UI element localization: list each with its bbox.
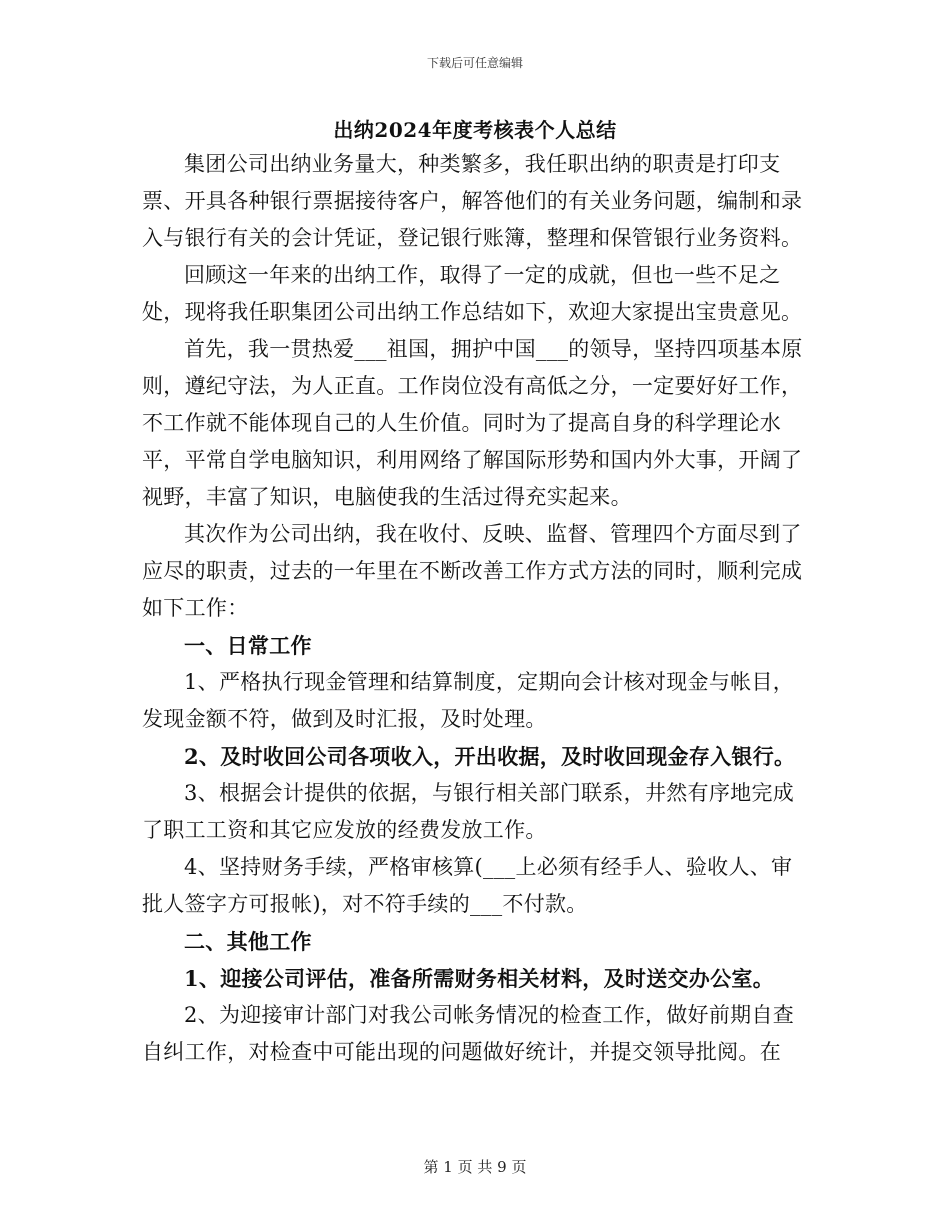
document-body <box>142 146 808 1071</box>
section-heading: 二、其他工作 <box>184 929 312 954</box>
paragraph: 1、迎接公司评估，准备所需财务相关材料，及时送交办公室。 <box>184 966 775 991</box>
paragraph: 2、及时收回公司各项收入，开出收据，及时收回现金存入银行。 <box>184 744 796 769</box>
document-title: 出纳2024年度考核表个人总结 <box>333 118 617 142</box>
paragraph: 集团公司出纳业务量大，种类繁多，我任职出纳的职责是打印支票、开具各种银行票据接待客户，解答他们的有关业务问题，编制和录入与银行有关的会计凭证，登记银行账簿，整理和保管银行业务资料。 <box>142 152 803 250</box>
paragraph: 2、为迎接审计部门对我公司帐务情况的检查工作，做好前期自查自纠工作，对检查中可能出现的问题做好统计，并提交领导批阅。在 <box>142 1003 795 1064</box>
page-footer: 第 1 页 共 9 页 <box>423 1158 527 1176</box>
paragraph: 1、严格执行现金管理和结算制度，定期向会计核对现金与帐目，发现金额不符，做到及时汇报，及时处理。 <box>142 670 795 731</box>
paragraph: 4、坚持财务手续，严格审核算(___上必须有经手人、验收人、审批人签字方可报帐)，对不符手续的___不付款。 <box>142 855 793 916</box>
paragraph: 回顾这一年来的出纳工作，取得了一定的成就，但也一些不足之处，现将我任职集团公司出纳工作总结如下，欢迎大家提出宝贵意见。 <box>142 263 803 324</box>
paragraph: 首先，我一贯热爱___祖国，拥护中国___的领导，坚持四项基本原则，遵纪守法，为人正直。工作岗位没有高低之分，一定要好好工作，不工作就不能体现自己的人生价值。同时为了提高自身的科学理论水平，平常自学电脑知识，利用网络了解国际形势和国内外大事，开阔了视野，丰富了知识，电脑使我的生活过得充实起来。 <box>142 337 803 509</box>
header-note: 下载后可任意编辑 <box>426 56 523 70</box>
section-heading: 一、日常工作 <box>184 633 312 658</box>
paragraph: 3、根据会计提供的依据，与银行相关部门联系，井然有序地完成了职工工资和其它应发放的经费发放工作。 <box>142 781 795 842</box>
paragraph: 其次作为公司出纳，我在收付、反映、监督、管理四个方面尽到了应尽的职责，过去的一年里在不断改善工作方式方法的同时，顺利完成如下工作： <box>142 522 803 620</box>
